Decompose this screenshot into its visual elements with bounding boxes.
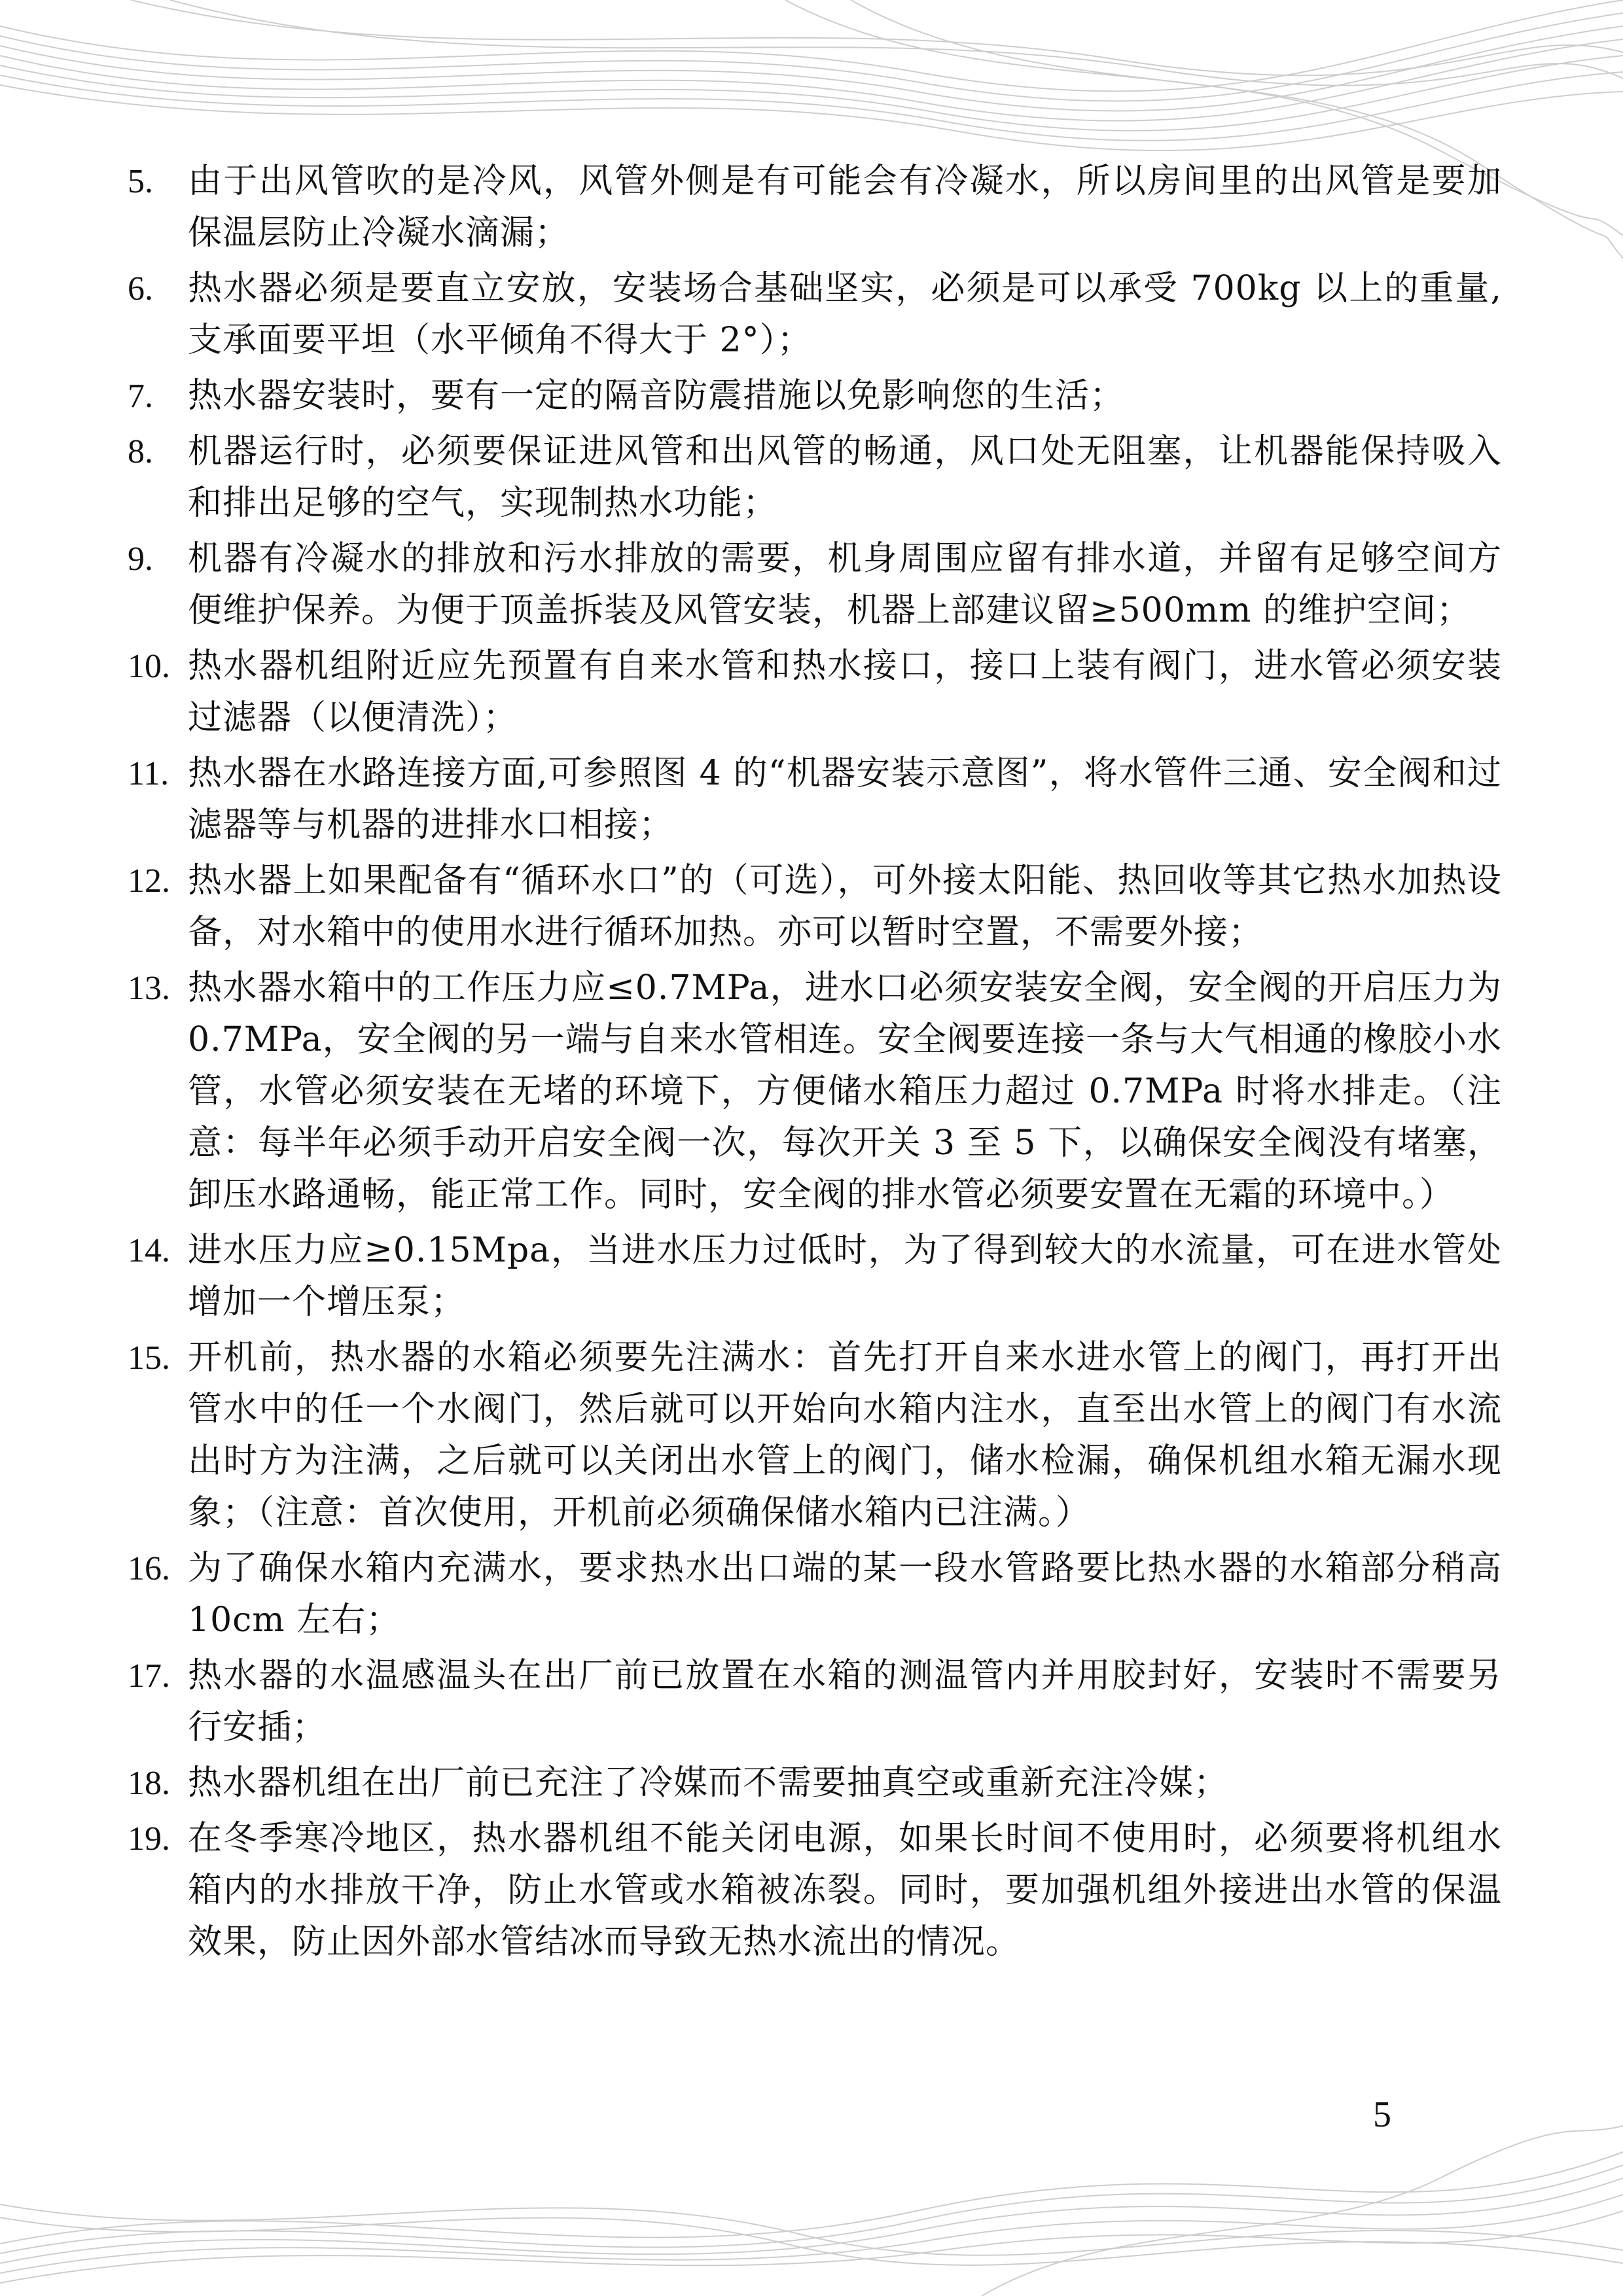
list-item bbox=[128, 426, 1502, 529]
list-item bbox=[128, 533, 1502, 637]
item-text: 热水器机组附近应先预置有自来水管和热水接口，接口上装有阀门，进水管必须安装过滤器（以便清洗）； bbox=[188, 646, 1502, 737]
item-number: 16. bbox=[128, 1550, 170, 1587]
list-item bbox=[128, 1543, 1502, 1646]
item-text: 热水器必须是要直立安放，安装场合基础坚实，必须是可以承受 700kg 以上的重量,支承面要平坦（水平倾角不得大于 2°）； bbox=[188, 269, 1502, 360]
list-item bbox=[128, 1650, 1502, 1754]
item-text: 机器有冷凝水的排放和污水排放的需要，机身周围应留有排水道，并留有足够空间方便维护保养。为便于顶盖拆装及风管安装，机器上部建议留≥500mm 的维护空间； bbox=[188, 539, 1502, 630]
list-item bbox=[128, 1813, 1502, 1968]
item-number: 9. bbox=[128, 540, 153, 578]
item-text: 在冬季寒冷地区，热水器机组不能关闭电源，如果长时间不使用时，必须要将机组水箱内的水排放干净，防止水管或水箱被冻裂。同时，要加强机组外接进出水管的保温效果，防止因外部水管结冰而导致无热水流出的情况。 bbox=[188, 1819, 1502, 1962]
item-number: 5. bbox=[128, 163, 153, 200]
item-text: 开机前，热水器的水箱必须要先注满水：首先打开自来水进水管上的阀门，再打开出管水中的任一个水阀门，然后就可以开始向水箱内注水，直至出水管上的阀门有水流出时方为注满，之后就可以关闭出水管上的阀门，储水检漏，确保机组水箱无漏水现象；（注意：首次使用，开机前必须确保储水箱内已注满。） bbox=[188, 1338, 1502, 1532]
item-number: 19. bbox=[128, 1820, 170, 1858]
item-number: 13. bbox=[128, 970, 170, 1007]
item-text: 热水器上如果配备有“循环水口”的（可选），可外接太阳能、热回收等其它热水加热设备，对水箱中的使用水进行循环加热。亦可以暂时空置，不需要外接； bbox=[188, 861, 1502, 952]
item-number: 14. bbox=[128, 1232, 170, 1269]
list-item bbox=[128, 156, 1502, 259]
list-item bbox=[128, 1332, 1502, 1539]
list-item bbox=[128, 855, 1502, 959]
item-text: 热水器的水温感温头在出厂前已放置在水箱的测温管内并用胶封好，安装时不需要另行安插； bbox=[188, 1656, 1502, 1747]
list-item bbox=[128, 1225, 1502, 1328]
item-text: 由于出风管吹的是冷风，风管外侧是有可能会有冷凝水，所以房间里的出风管是要加保温层防止冷凝水滴漏； bbox=[188, 162, 1502, 253]
list-item bbox=[128, 641, 1502, 744]
item-text: 热水器安装时，要有一定的隔音防震措施以免影响您的生活； bbox=[188, 376, 1125, 415]
item-number: 10. bbox=[128, 648, 170, 685]
list-item bbox=[128, 963, 1502, 1221]
item-number: 7. bbox=[128, 378, 153, 415]
item-text: 为了确保水箱内充满水，要求热水出口端的某一段水管路要比热水器的水箱部分稍高 10cm 左右； bbox=[188, 1549, 1502, 1640]
item-number: 11. bbox=[128, 755, 169, 792]
item-text: 进水压力应≥0.15Mpa，当进水压力过低时，为了得到较大的水流量，可在进水管处增加一个增压泵； bbox=[188, 1231, 1502, 1322]
page-number: 5 bbox=[1373, 2094, 1391, 2135]
item-number: 17. bbox=[128, 1657, 170, 1695]
list-item bbox=[128, 1757, 1502, 1809]
item-text: 热水器机组在出厂前已充注了冷媒而不需要抽真空或重新充注冷媒； bbox=[188, 1763, 1229, 1803]
item-number: 15. bbox=[128, 1339, 170, 1377]
item-number: 6. bbox=[128, 270, 153, 308]
item-text: 热水器水箱中的工作压力应≤0.7MPa，进水口必须安装安全阀，安全阀的开启压力为 0.7MPa，安全阀的另一端与自来水管相连。安全阀要连接一条与大气相通的橡胶小水管，水管必须安装在无堵的环境下，方便储水箱压力超过 0.7MPa 时将水排走。（注意：每半年必须手动开启安全阀一次，每次开关 3 至 5 下，以确保安全阀没有堵塞，卸压水路通畅，能正常工作。同时，安全阀的排水管必须要安置在无霜的环境中。） bbox=[188, 968, 1502, 1214]
item-number: 12. bbox=[128, 862, 170, 900]
instruction-list bbox=[128, 156, 1502, 1972]
list-item bbox=[128, 263, 1502, 366]
item-text: 机器运行时，必须要保证进风管和出风管的畅通，风口处无阻塞，让机器能保持吸入和排出足够的空气，实现制热水功能； bbox=[188, 432, 1502, 523]
item-number: 8. bbox=[128, 433, 153, 470]
item-number: 18. bbox=[128, 1765, 170, 1802]
list-item bbox=[128, 370, 1502, 422]
bottom-wave-decoration bbox=[0, 2047, 1623, 2296]
list-item bbox=[128, 748, 1502, 851]
item-text: 热水器在水路连接方面,可参照图 4 的“机器安装示意图”，将水管件三通、安全阀和过滤器等与机器的进排水口相接； bbox=[188, 754, 1502, 845]
